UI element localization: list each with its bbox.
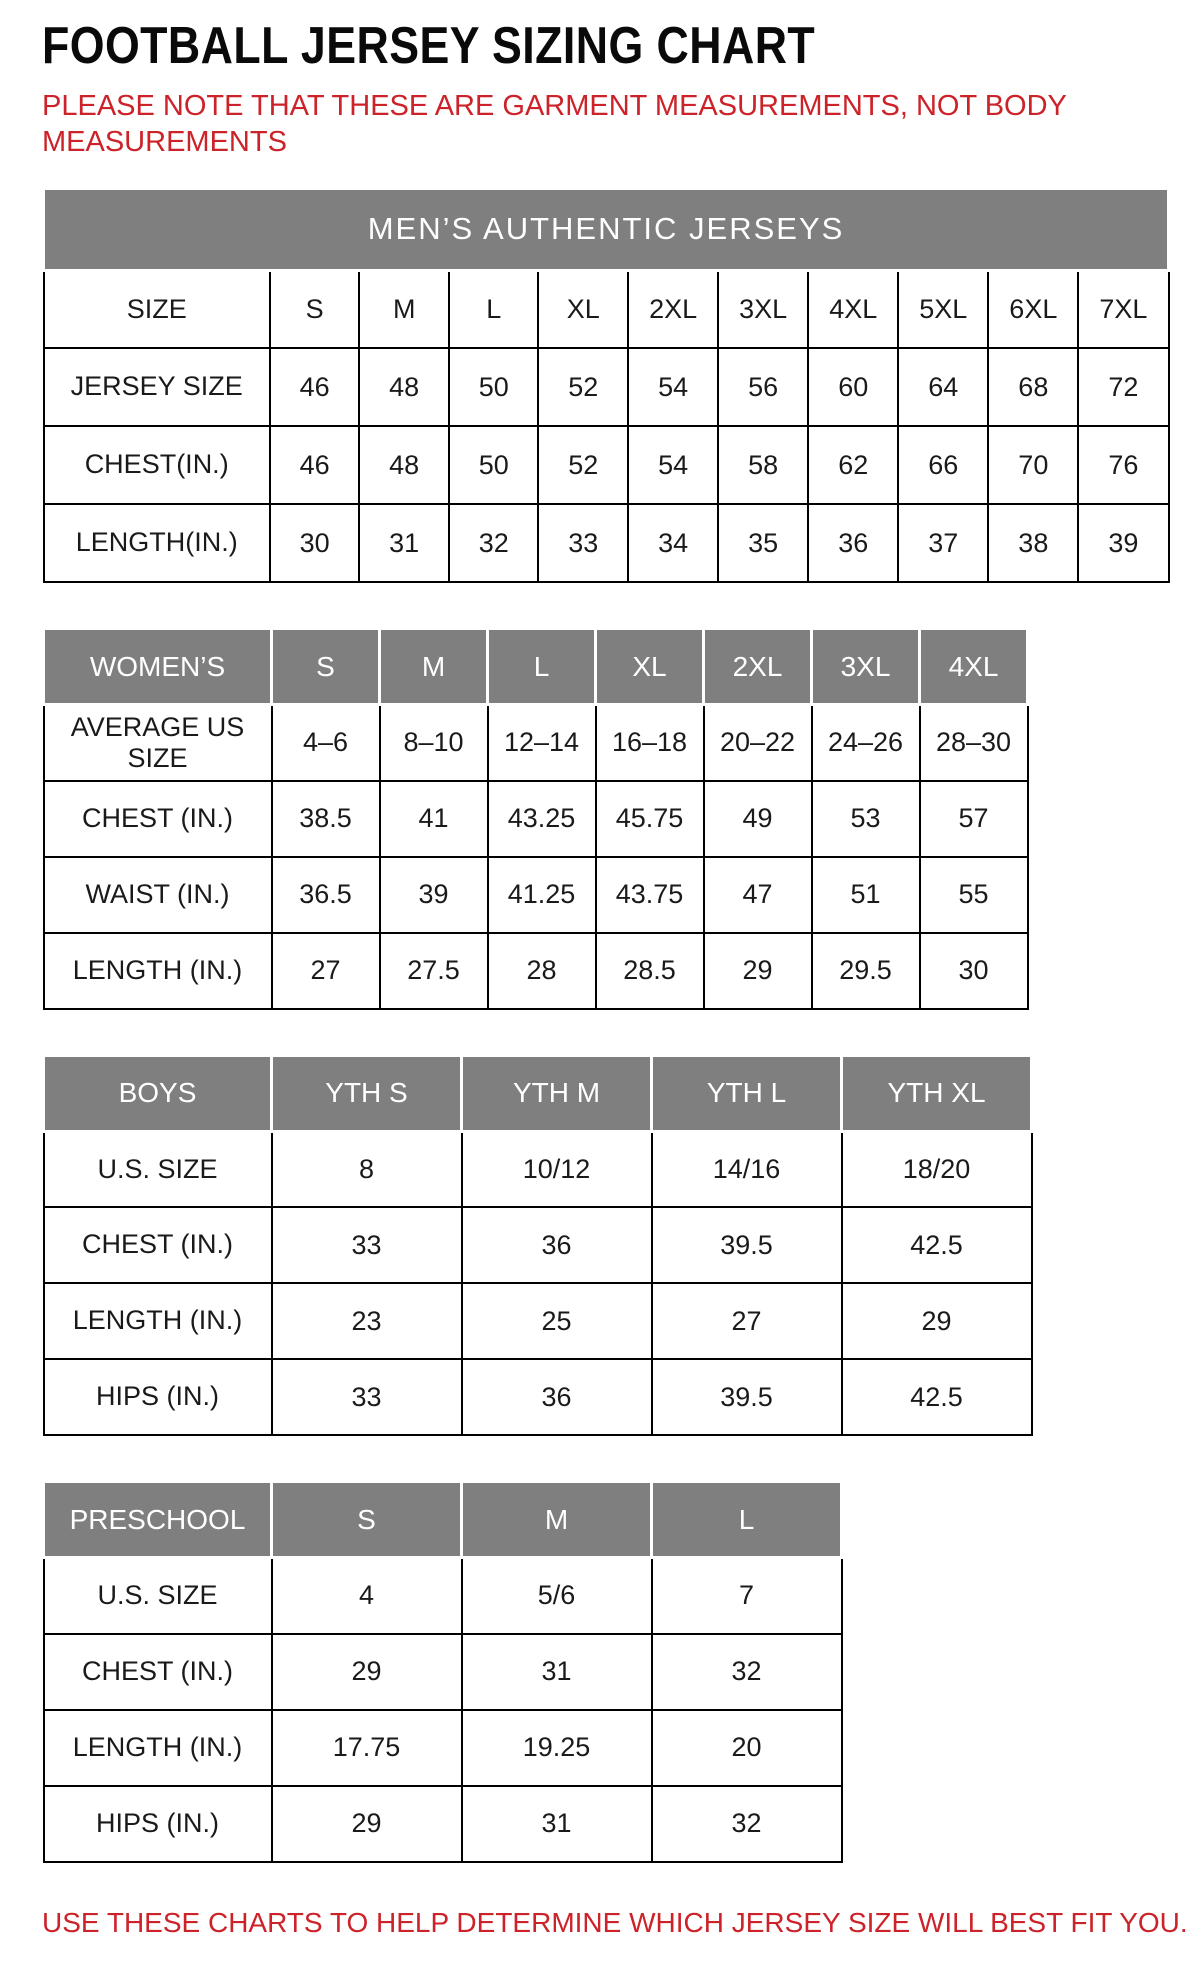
table-row bbox=[44, 1710, 842, 1786]
table-header-label: BOYS bbox=[44, 1055, 272, 1131]
table-row bbox=[44, 1131, 1032, 1207]
table-row bbox=[44, 1283, 1032, 1359]
garment-measurements-note: PLEASE NOTE THAT THESE ARE GARMENT MEASUREMENTS, NOT BODY MEASUREMENTS bbox=[42, 90, 1067, 159]
table-cell: 17.75 bbox=[272, 1710, 462, 1786]
table-cell: 50 bbox=[449, 348, 539, 426]
table-cell: 5/6 bbox=[462, 1558, 652, 1634]
table-cell: 68 bbox=[988, 348, 1078, 426]
table-cell: 41 bbox=[380, 781, 488, 857]
table-cell: 20 bbox=[652, 1710, 842, 1786]
table-title: MEN’S AUTHENTIC JERSEYS bbox=[44, 188, 1169, 270]
table-cell: 8–10 bbox=[380, 705, 488, 781]
table-cell: M bbox=[359, 270, 449, 348]
table-cell: 23 bbox=[272, 1283, 462, 1359]
table-cell: 43.75 bbox=[596, 857, 704, 933]
table-cell: 7 bbox=[652, 1558, 842, 1634]
row-label: CHEST (IN.) bbox=[44, 781, 272, 857]
table-row bbox=[44, 1359, 1032, 1435]
table-row bbox=[44, 426, 1169, 504]
table-cell: 50 bbox=[449, 426, 539, 504]
table-cell: 28–30 bbox=[920, 705, 1028, 781]
row-label: U.S. SIZE bbox=[44, 1131, 272, 1207]
table-cell: 10/12 bbox=[462, 1131, 652, 1207]
table-header-cell: M bbox=[380, 629, 488, 705]
table-cell: 39.5 bbox=[652, 1359, 842, 1435]
table-cell: S bbox=[270, 270, 360, 348]
table-row bbox=[44, 933, 1028, 1009]
table-cell: 25 bbox=[462, 1283, 652, 1359]
table-cell: 58 bbox=[718, 426, 808, 504]
preschool-sizing-table bbox=[42, 1480, 843, 1863]
table-cell: 39 bbox=[380, 857, 488, 933]
table-cell: 2XL bbox=[628, 270, 718, 348]
table-cell: 33 bbox=[272, 1359, 462, 1435]
table-row bbox=[44, 504, 1169, 582]
row-label: LENGTH (IN.) bbox=[44, 933, 272, 1009]
row-label: CHEST (IN.) bbox=[44, 1634, 272, 1710]
row-label: AVERAGE US SIZE bbox=[44, 705, 272, 781]
table-cell: 52 bbox=[538, 426, 628, 504]
row-label: HIPS (IN.) bbox=[44, 1359, 272, 1435]
table-cell: 4XL bbox=[808, 270, 898, 348]
table-cell: 49 bbox=[704, 781, 812, 857]
table-row bbox=[44, 348, 1169, 426]
boys-sizing-table bbox=[42, 1054, 1033, 1437]
table-cell: 32 bbox=[449, 504, 539, 582]
table-cell: 20–22 bbox=[704, 705, 812, 781]
table-cell: 5XL bbox=[898, 270, 988, 348]
row-label: LENGTH (IN.) bbox=[44, 1283, 272, 1359]
table-cell: 39.5 bbox=[652, 1207, 842, 1283]
table-cell: 33 bbox=[538, 504, 628, 582]
table-header-label: PRESCHOOL bbox=[44, 1482, 272, 1558]
table-cell: 54 bbox=[628, 348, 718, 426]
table-cell: 42.5 bbox=[842, 1207, 1032, 1283]
footer-note: USE THESE CHARTS TO HELP DETERMINE WHICH JERSEY SIZE WILL BEST FIT YOU. bbox=[42, 1906, 1188, 1938]
table-row bbox=[44, 1558, 842, 1634]
table-header-cell: L bbox=[652, 1482, 842, 1558]
table-header-cell: 3XL bbox=[812, 629, 920, 705]
table-cell: 60 bbox=[808, 348, 898, 426]
table-cell: 32 bbox=[652, 1786, 842, 1862]
row-label: SIZE bbox=[44, 270, 270, 348]
table-cell: 72 bbox=[1078, 348, 1168, 426]
mens-sizing-table bbox=[42, 187, 1170, 584]
row-label: LENGTH(IN.) bbox=[44, 504, 270, 582]
table-cell: 8 bbox=[272, 1131, 462, 1207]
table-cell: 64 bbox=[898, 348, 988, 426]
table-cell: 48 bbox=[359, 426, 449, 504]
table-cell: 14/16 bbox=[652, 1131, 842, 1207]
row-label: HIPS (IN.) bbox=[44, 1786, 272, 1862]
table-cell: 30 bbox=[920, 933, 1028, 1009]
table-cell: 51 bbox=[812, 857, 920, 933]
womens-sizing-table bbox=[42, 627, 1029, 1010]
row-label: CHEST (IN.) bbox=[44, 1207, 272, 1283]
table-cell: 36.5 bbox=[272, 857, 380, 933]
row-label: CHEST(IN.) bbox=[44, 426, 270, 504]
row-label: WAIST (IN.) bbox=[44, 857, 272, 933]
table-cell: 16–18 bbox=[596, 705, 704, 781]
table-header-cell: S bbox=[272, 629, 380, 705]
table-header-cell: YTH S bbox=[272, 1055, 462, 1131]
table-row bbox=[44, 1786, 842, 1862]
table-cell: 32 bbox=[652, 1634, 842, 1710]
table-cell: XL bbox=[538, 270, 628, 348]
table-row bbox=[44, 270, 1169, 348]
table-cell: 31 bbox=[462, 1786, 652, 1862]
table-cell: 29 bbox=[704, 933, 812, 1009]
table-cell: 55 bbox=[920, 857, 1028, 933]
table-cell: 7XL bbox=[1078, 270, 1168, 348]
table-header-cell: L bbox=[488, 629, 596, 705]
table-row bbox=[44, 1207, 1032, 1283]
table-cell: 53 bbox=[812, 781, 920, 857]
table-cell: 31 bbox=[359, 504, 449, 582]
table-cell: 47 bbox=[704, 857, 812, 933]
table-cell: 27.5 bbox=[380, 933, 488, 1009]
table-cell: 37 bbox=[898, 504, 988, 582]
table-cell: 38.5 bbox=[272, 781, 380, 857]
table-cell: 24–26 bbox=[812, 705, 920, 781]
table-header-cell: 4XL bbox=[920, 629, 1028, 705]
table-cell: 18/20 bbox=[842, 1131, 1032, 1207]
table-cell: 56 bbox=[718, 348, 808, 426]
table-cell: 3XL bbox=[718, 270, 808, 348]
table-header-cell: YTH L bbox=[652, 1055, 842, 1131]
table-cell: 29 bbox=[272, 1634, 462, 1710]
table-cell: L bbox=[449, 270, 539, 348]
table-cell: 36 bbox=[462, 1359, 652, 1435]
table-cell: 36 bbox=[462, 1207, 652, 1283]
table-header-cell: M bbox=[462, 1482, 652, 1558]
table-cell: 4 bbox=[272, 1558, 462, 1634]
table-cell: 19.25 bbox=[462, 1710, 652, 1786]
table-cell: 29.5 bbox=[812, 933, 920, 1009]
table-cell: 28 bbox=[488, 933, 596, 1009]
table-header-cell: YTH M bbox=[462, 1055, 652, 1131]
table-cell: 48 bbox=[359, 348, 449, 426]
table-cell: 34 bbox=[628, 504, 718, 582]
table-cell: 43.25 bbox=[488, 781, 596, 857]
table-cell: 35 bbox=[718, 504, 808, 582]
table-cell: 38 bbox=[988, 504, 1078, 582]
table-cell: 46 bbox=[270, 426, 360, 504]
table-cell: 57 bbox=[920, 781, 1028, 857]
table-header-cell: S bbox=[272, 1482, 462, 1558]
table-cell: 27 bbox=[652, 1283, 842, 1359]
table-row bbox=[44, 781, 1028, 857]
table-cell: 70 bbox=[988, 426, 1078, 504]
row-label: U.S. SIZE bbox=[44, 1558, 272, 1634]
table-cell: 42.5 bbox=[842, 1359, 1032, 1435]
table-row bbox=[44, 857, 1028, 933]
page-title: FOOTBALL JERSEY SIZING CHART bbox=[42, 17, 816, 75]
table-cell: 28.5 bbox=[596, 933, 704, 1009]
table-cell: 4–6 bbox=[272, 705, 380, 781]
table-row bbox=[44, 705, 1028, 781]
table-cell: 36 bbox=[808, 504, 898, 582]
table-cell: 29 bbox=[842, 1283, 1032, 1359]
table-header-cell: YTH XL bbox=[842, 1055, 1032, 1131]
table-cell: 54 bbox=[628, 426, 718, 504]
table-cell: 29 bbox=[272, 1786, 462, 1862]
table-cell: 39 bbox=[1078, 504, 1168, 582]
table-cell: 6XL bbox=[988, 270, 1078, 348]
table-cell: 45.75 bbox=[596, 781, 704, 857]
table-cell: 76 bbox=[1078, 426, 1168, 504]
table-cell: 27 bbox=[272, 933, 380, 1009]
table-cell: 31 bbox=[462, 1634, 652, 1710]
table-header-label: WOMEN’S bbox=[44, 629, 272, 705]
table-row bbox=[44, 1634, 842, 1710]
table-cell: 46 bbox=[270, 348, 360, 426]
row-label: LENGTH (IN.) bbox=[44, 1710, 272, 1786]
table-header-cell: XL bbox=[596, 629, 704, 705]
table-cell: 12–14 bbox=[488, 705, 596, 781]
row-label: JERSEY SIZE bbox=[44, 348, 270, 426]
table-cell: 52 bbox=[538, 348, 628, 426]
table-header-cell: 2XL bbox=[704, 629, 812, 705]
table-cell: 66 bbox=[898, 426, 988, 504]
table-cell: 62 bbox=[808, 426, 898, 504]
table-cell: 41.25 bbox=[488, 857, 596, 933]
table-cell: 30 bbox=[270, 504, 360, 582]
table-cell: 33 bbox=[272, 1207, 462, 1283]
